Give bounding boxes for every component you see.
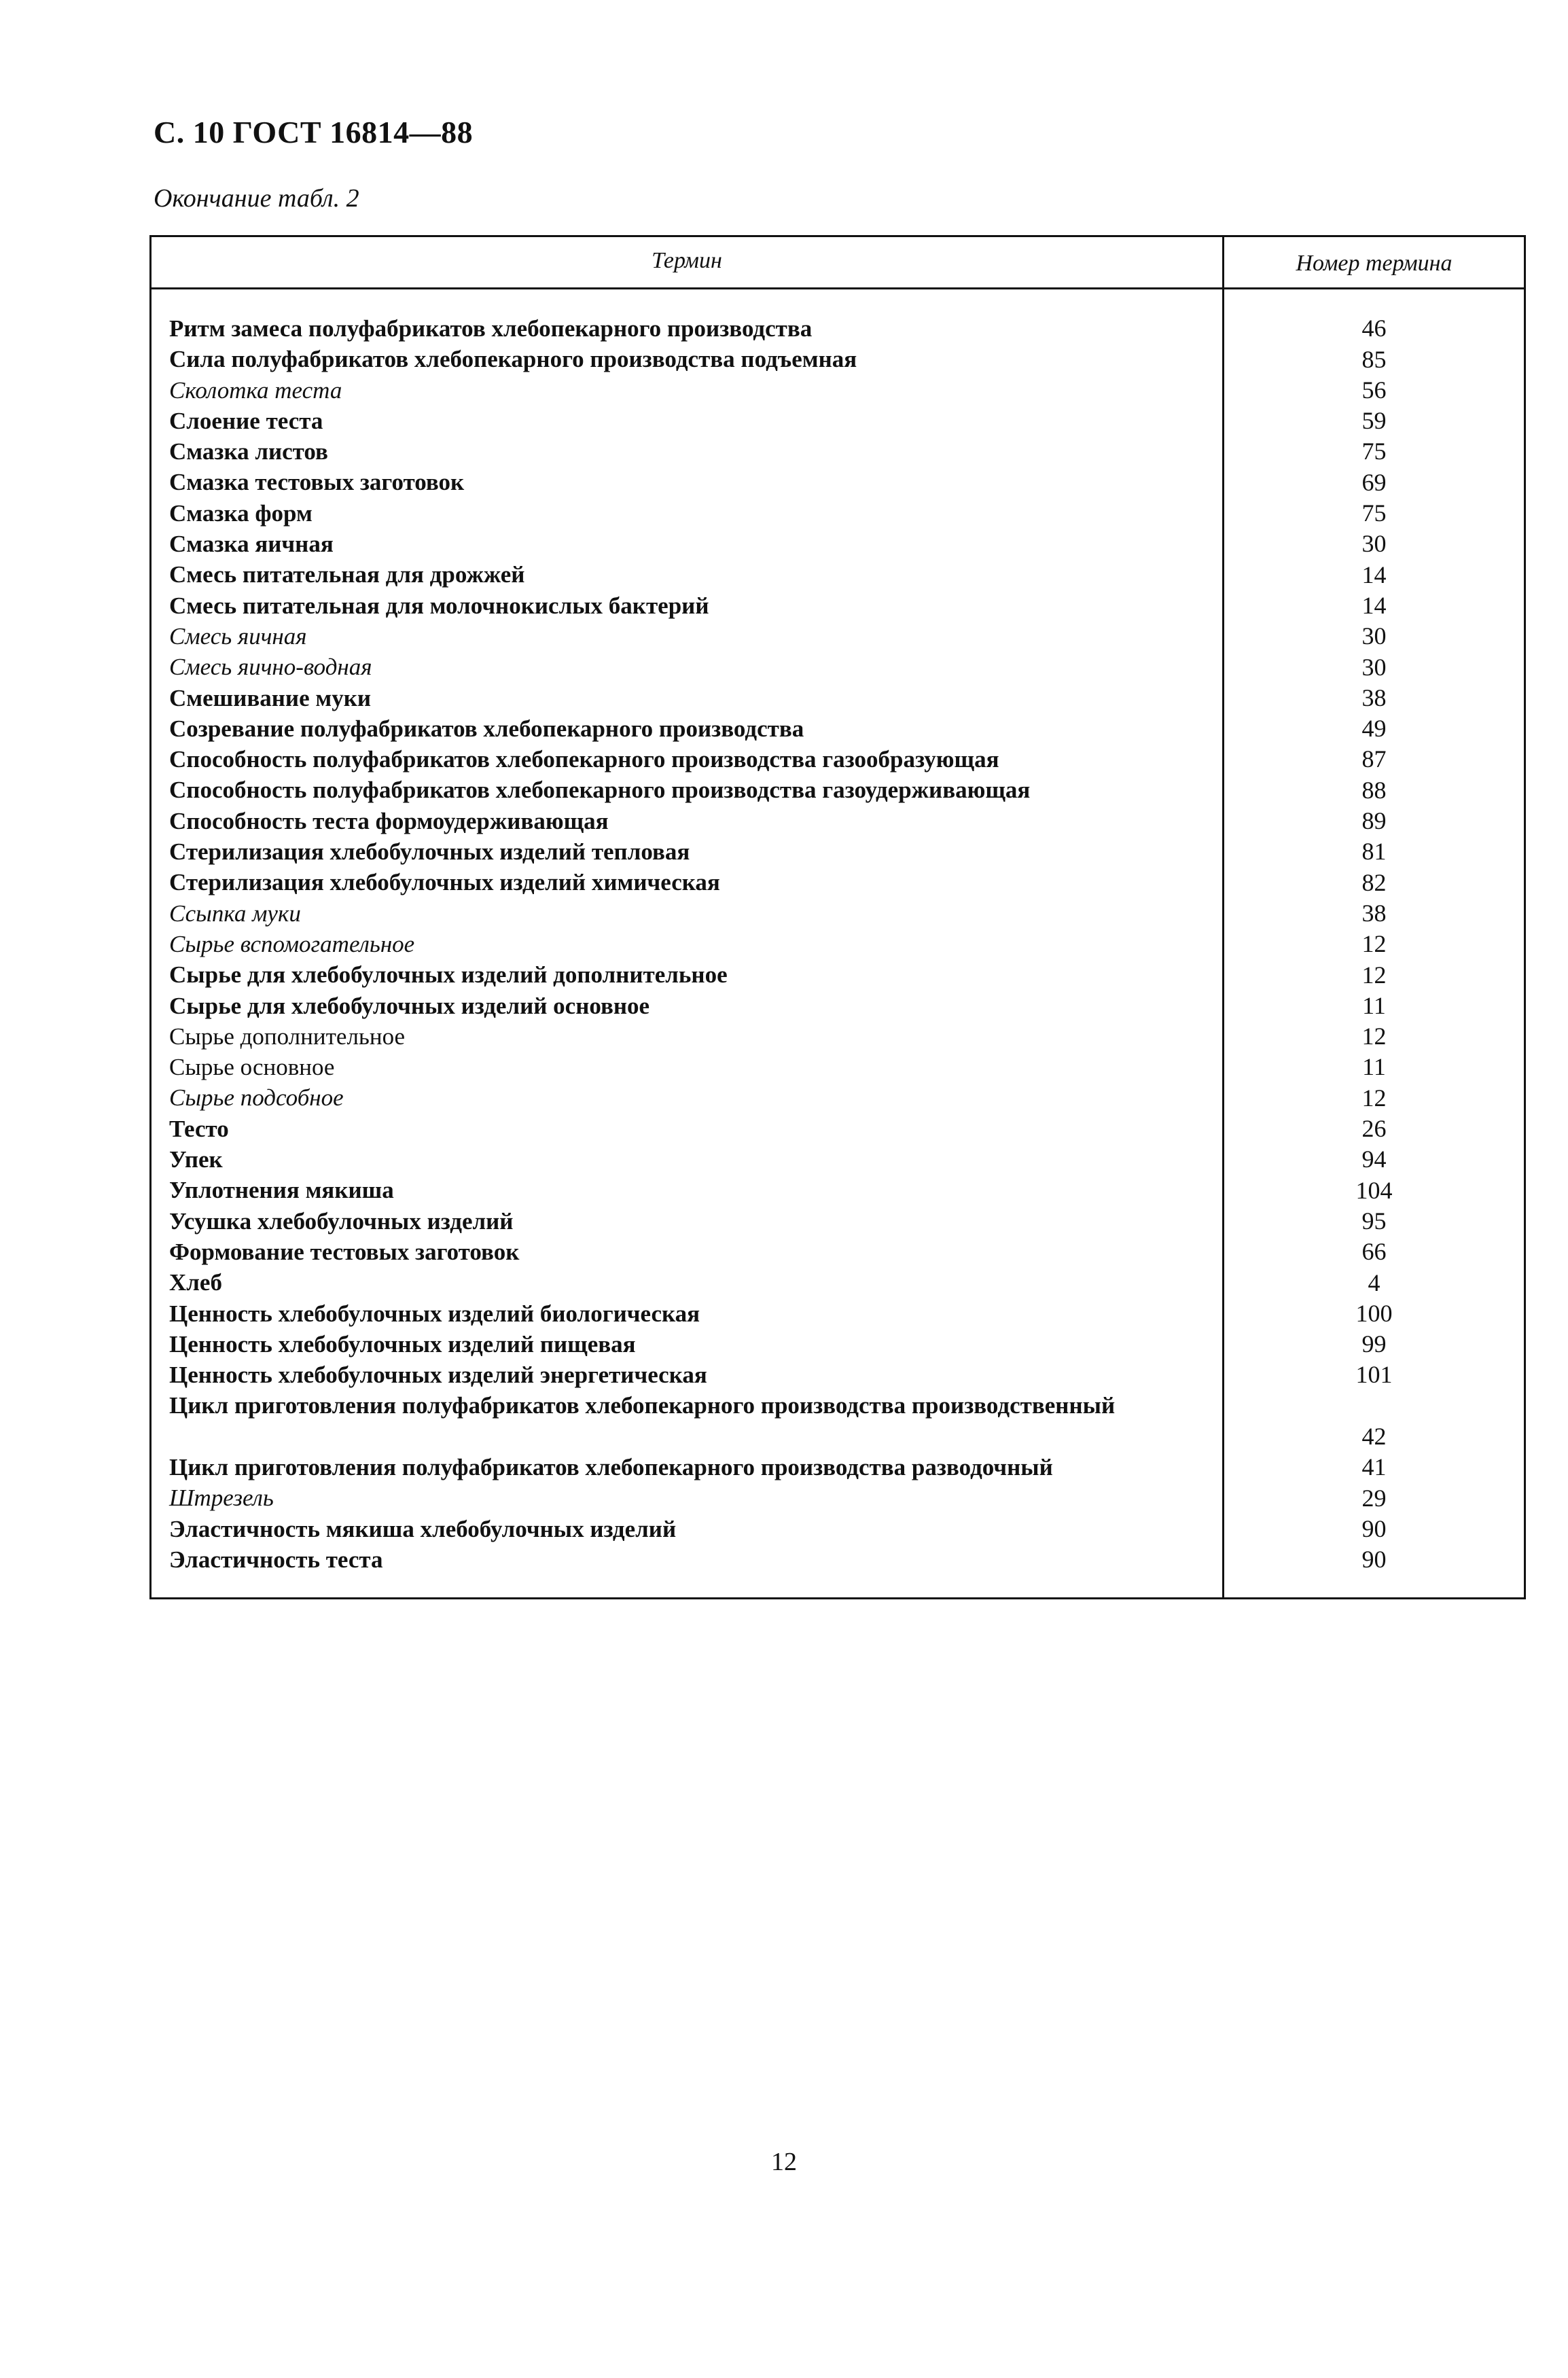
term-text: Ритм замеса полуфабрикатов хлебопекарного производства	[169, 315, 813, 342]
term-text: Сила полуфабрикатов хлебопекарного производства подъемная	[169, 346, 857, 373]
term-text: Сырье подсобное	[169, 1084, 344, 1112]
term-text: Смазка листов	[169, 438, 328, 465]
table-row	[152, 344, 1524, 374]
term-number: 38	[1361, 899, 1387, 927]
term-text: Штрезель	[169, 1485, 274, 1512]
term-number: 66	[1361, 1238, 1387, 1266]
table-row	[152, 467, 1524, 497]
table-row	[152, 898, 1524, 929]
term-text: Ценность хлебобулочных изделий энергетическая	[169, 1362, 707, 1389]
term-number: 56	[1361, 376, 1387, 404]
term-text: Сырье для хлебобулочных изделий дополнительное	[169, 961, 728, 989]
term-number: 59	[1361, 407, 1387, 435]
table-row	[152, 1206, 1524, 1237]
term-text: Смазка форм	[169, 499, 313, 527]
term-number: 87	[1361, 745, 1387, 773]
term-number: 14	[1361, 561, 1387, 588]
term-number: 30	[1361, 622, 1387, 650]
table-row	[152, 1175, 1524, 1205]
term-text: Смесь яично-водная	[169, 654, 372, 681]
table-row	[152, 867, 1524, 898]
table-row	[152, 436, 1524, 467]
term-text: Хлеб	[169, 1269, 222, 1296]
table-row	[152, 683, 1524, 713]
term-text: Ценность хлебобулочных изделий пищевая	[169, 1330, 636, 1357]
term-text: Смешивание муки	[169, 684, 372, 711]
table-row	[152, 806, 1524, 836]
term-text: Слоение теста	[169, 407, 323, 434]
table-row	[152, 498, 1524, 529]
term-number: 75	[1361, 499, 1387, 527]
term-number: 12	[1361, 961, 1387, 989]
term-number: 41	[1361, 1453, 1387, 1481]
document-title: С. 10 ГОСТ 16814—88	[154, 115, 474, 149]
table-row	[152, 1052, 1524, 1082]
table-row	[152, 621, 1524, 652]
term-text: Эластичность теста	[169, 1546, 383, 1573]
table-row	[152, 1544, 1524, 1575]
term-text: Сырье дополнительное	[169, 1023, 406, 1050]
term-number: 38	[1361, 684, 1387, 711]
term-text: Уплотнения мякиша	[169, 1177, 394, 1204]
table-row	[152, 1390, 1524, 1452]
column-header-number: Номер термина	[1296, 251, 1453, 276]
term-text: Способность теста формоудерживающая	[169, 807, 609, 834]
table-row	[152, 1144, 1524, 1175]
table-row	[152, 1360, 1524, 1390]
term-text: Ссыпка муки	[169, 900, 301, 927]
term-text: Способность полуфабрикатов хлебопекарного производства газоудерживающая	[169, 777, 1031, 804]
term-text: Упек	[169, 1146, 223, 1173]
term-text: Сырье для хлебобулочных изделий основное	[169, 992, 650, 1019]
table-row	[152, 1452, 1524, 1483]
term-text: Смазка тестовых заготовок	[169, 469, 465, 496]
term-number: 30	[1361, 653, 1387, 681]
term-number: 89	[1361, 807, 1387, 835]
term-text: Сырье основное	[169, 1054, 335, 1081]
term-text: Тесто	[169, 1115, 229, 1142]
term-text: Цикл приготовления полуфабрикатов хлебопекарного производства разводочный	[169, 1453, 1053, 1480]
table-row	[152, 713, 1524, 744]
term-number: 11	[1362, 1053, 1386, 1081]
table-row	[152, 1082, 1524, 1113]
table-row	[152, 991, 1524, 1021]
term-text: Стерилизация хлебобулочных изделий тепловая	[169, 838, 690, 866]
term-number: 46	[1361, 315, 1387, 342]
term-text: Смесь питательная для молочнокислых бактерий	[169, 592, 709, 619]
term-number: 69	[1361, 468, 1387, 496]
term-number: 104	[1355, 1176, 1393, 1204]
term-text: Способность полуфабрикатов хлебопекарного производства газообразующая	[169, 746, 999, 773]
term-number: 12	[1361, 930, 1387, 958]
term-number: 12	[1361, 1023, 1387, 1050]
term-text: Смесь питательная для дрожжей	[169, 561, 525, 588]
term-number: 26	[1361, 1115, 1387, 1143]
table-row	[152, 929, 1524, 959]
term-text: Смазка яичная	[169, 531, 334, 558]
term-number: 82	[1361, 868, 1387, 896]
table-row	[152, 406, 1524, 436]
term-text: Цикл приготовления полуфабрикатов хлебопекарного производства производственный	[169, 1392, 1116, 1419]
table-row	[152, 1514, 1524, 1544]
term-number: 94	[1361, 1146, 1387, 1173]
table-row	[152, 652, 1524, 682]
term-number: 4	[1368, 1268, 1380, 1296]
term-number: 49	[1361, 715, 1387, 743]
term-text: Смесь яичная	[169, 622, 307, 650]
term-number: 30	[1361, 530, 1387, 558]
table-row	[152, 775, 1524, 805]
term-number: 88	[1361, 776, 1387, 804]
table-row	[152, 590, 1524, 621]
table-row	[152, 559, 1524, 590]
term-number: 101	[1355, 1361, 1393, 1389]
term-number: 81	[1361, 838, 1387, 866]
table-caption: Окончание табл. 2	[154, 184, 359, 213]
term-number: 85	[1361, 345, 1387, 373]
term-text: Стерилизация хлебобулочных изделий химическая	[169, 869, 720, 896]
term-text: Формование тестовых заготовок	[169, 1238, 520, 1265]
term-number: 29	[1361, 1484, 1387, 1512]
column-header-term: Термин	[652, 248, 722, 273]
page-number: 12	[771, 2148, 797, 2176]
term-number: 99	[1361, 1330, 1387, 1358]
table-header-row	[152, 237, 1524, 289]
table-row	[152, 375, 1524, 406]
term-number: 14	[1361, 591, 1387, 619]
term-number: 42	[1361, 1422, 1387, 1450]
table-row	[152, 1021, 1524, 1052]
table-row	[152, 1237, 1524, 1267]
term-text: Сколотка теста	[169, 376, 342, 404]
table-row	[152, 529, 1524, 559]
term-text: Ценность хлебобулочных изделий биологическая	[169, 1300, 700, 1327]
table-row	[152, 836, 1524, 867]
table-row	[152, 959, 1524, 990]
table-row	[152, 1298, 1524, 1329]
table-row	[152, 1114, 1524, 1144]
term-text: Эластичность мякиша хлебобулочных изделий	[169, 1515, 677, 1542]
term-text: Сырье вспомогательное	[169, 930, 415, 957]
table-row	[152, 1329, 1524, 1360]
term-text: Созревание полуфабрикатов хлебопекарного производства	[169, 715, 804, 742]
term-text: Усушка хлебобулочных изделий	[169, 1207, 514, 1235]
terms-table	[149, 235, 1526, 1599]
term-number: 95	[1361, 1207, 1387, 1235]
table-row	[152, 1483, 1524, 1513]
term-number: 75	[1361, 438, 1387, 465]
table-row	[152, 1267, 1524, 1298]
table-row	[152, 313, 1524, 344]
table-body	[152, 313, 1524, 1575]
term-number: 11	[1362, 991, 1386, 1019]
term-number: 90	[1361, 1514, 1387, 1542]
table-row	[152, 744, 1524, 775]
term-number: 90	[1361, 1546, 1387, 1574]
term-number: 12	[1361, 1084, 1387, 1112]
term-number: 100	[1355, 1299, 1393, 1327]
